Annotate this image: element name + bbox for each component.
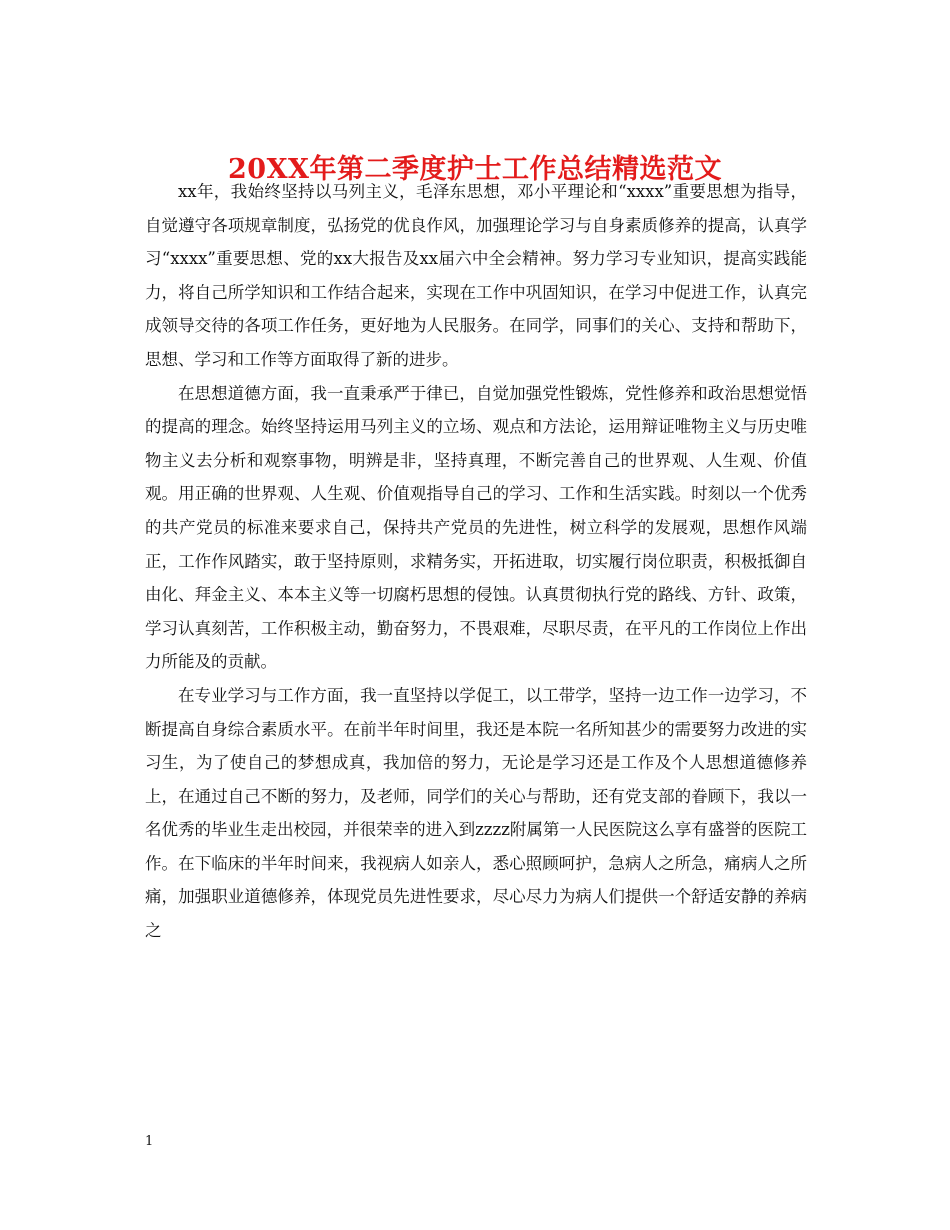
paragraph-3: 在专业学习与工作方面，我一直坚持以学促工，以工带学，坚持一边工作一边学习，不断提高自身综合素质水平。在前半年时间里，我还是本院一名所知甚少的需要努力改进的实习生，为了使自己的梦想成真，我加倍的努力，无论是学习还是工作及个人思想道德修养上，在通过自己不断的努力，及老师，同学们的关心与帮助，还有党支部的眷顾下，我以一名优秀的毕业生走出校园，并很荣幸的进入到zzzz附属第一人民医院这么享有盛誉的医院工作。在下临床的半年时间来，我视病人如亲人，悉心照顾呵护，急病人之所急，痛病人之所痛，加强职业道德修养，体现党员先进性要求，尽心尽力为病人们提供一个舒适安静的养病之 — [145, 685, 807, 941]
document-title: 20XX年第二季度护士工作总结精选范文 — [228, 154, 722, 186]
page-number: 1 — [145, 1134, 154, 1149]
paragraph-2: 在思想道德方面，我一直秉承严于律已，自觉加强党性锻炼，党性修养和政治思想觉悟的提高的理念。始终坚持运用马列主义的立场、观点和方法论，运用辩证唯物主义与历史唯物主义去分析和观察事物，明辨是非，坚持真理，不断完善自己的世界观、人生观、价值观。用正确的世界观、人生观、价值观指导自己的学习、工作和生活实践。时刻以一个优秀的共产党员的标准来要求自己，保持共产党员的先进性，树立科学的发展观，思想作风端正，工作作风踏实，敢于坚持原则，求精务实，开拓进取，切实履行岗位职责，积极抵御自由化、拜金主义、本本主义等一切腐朽思想的侵蚀。认真贯彻执行党的路线、方针、政策，学习认真刻苦，工作积极主动，勤奋努力，不畏艰难，尽职尽责，在平凡的工作岗位上作出力所能及的贡献。 — [145, 383, 807, 672]
paragraph-1: xx年，我始终坚持以马列主义，毛泽东思想，邓小平理论和“xxxx”重要思想为指导，自觉遵守各项规章制度，弘扬党的优良作风，加强理论学习与自身素质修养的提高，认真学习“xxxx”重要思想、党的xx大报告及xx届六中全会精神。努力学习专业知识，提高实践能力，将自己所学知识和工作结合起来，实现在工作中巩固知识，在学习中促进工作，认真完成领导交待的各项工作任务，更好地为人民服务。在同学，同事们的关心、支持和帮助下，思想、学习和工作等方面取得了新的进步。 — [145, 182, 807, 369]
document-body — [145, 175, 807, 948]
